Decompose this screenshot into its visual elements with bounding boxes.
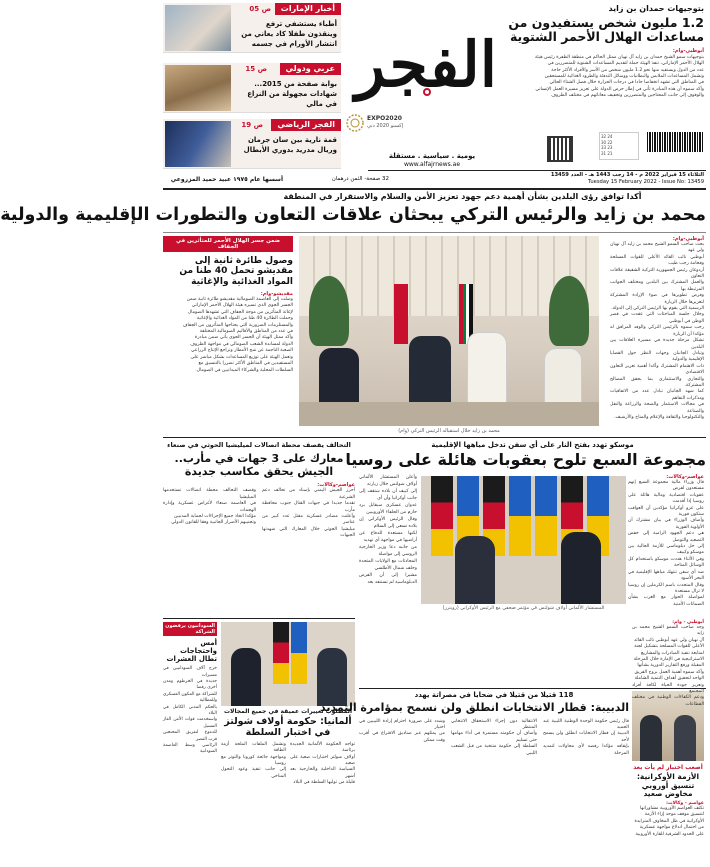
weather-box: 32 24 30 22 33 23 31 21 [599, 132, 639, 160]
teaser-sports[interactable] [163, 119, 341, 169]
sudan-headline[interactable]: أمس واحتجاجات تطال العشرات [166, 639, 217, 664]
left-lead-kicker: ضمن جسر الهلال الأحمر للمتأثرين في الجفاف [163, 236, 293, 252]
libya-body: قال رئيس حكومة الوحدة الوطنية الليبية عبد الحميد الدبيبة إن قطار الانتخابات انطلق ولن يسمح لأحد بإيقافه مؤكدا رفضه لأي محاولات لتمديد المرحلة الانتقالية دون إجراء الاستحقاق الانتخابي المنتظر وأضاف أن حكومته مستمرة في أداء مهامها حتى تسليم السلطة إلى حكومة منتخبة من قبل الشعب الليبي وشدد على ضرورة احترام إرادة الليبيين في اختيار من يمثلهم عبر صناديق الاقتراع في أقرب وقت ممكن [359, 718, 629, 756]
teaser-emirates[interactable] [163, 3, 341, 53]
ukraine-kicker: أصعب اختبار لم يأت بعد [633, 764, 703, 771]
founder: أسسها عام ١٩٧٥ عبيد حميد المزروعي [170, 176, 283, 183]
germany-photo [221, 622, 355, 706]
tagline: يومية . سياسية . مستقلة [388, 152, 476, 160]
top-story-headline[interactable]: 1.2 مليون شخص يستفيدون من مساعدات الهلال الأحمر الشتوية [508, 15, 704, 45]
libya-headline[interactable]: الدبيبة: قطار الانتخابات انطلق ولن نسمح بمؤامرة التمديد [319, 701, 629, 714]
teaser-photo [165, 121, 231, 167]
lead-body: بحث صاحب السمو الشيخ محمد بن زايد آل نهيان ولي عهد أبوظبي نائب القائد الأعلى للقوات المسلحة وفخامة رجب طيب أردوغان رئيس الجمهورية التركية الشقيقة علاقات التعاون والعمل المشترك بين البلدين ومختلف الجوانب المرتبطة بها وفرص تطويرها في ضوء الإرادة المشتركة لتعزيزها خلال الزيارة الرسمية التي يقوم بها الرئيس التركي إلى الدولة. وخلال جلسة المباحثات التي عقدت في قصر الوطن في أبوظبي رحب سموه بالرئيس التركي والوفد المرافق له مؤكدا أن الزيارة تشكل مرحلة جديدة في مسيرة العلاقات بين البلدين وتبادل الجانبان وجهات النظر حول القضايا الإقليمية والدولية ذات الاهتمام المشترك وأكدا أهمية تعزيز التعاون الاقتصادي والتجاري والاستثماري بما يحقق المصالح المشتركة. كما شهد الجانبان تبادل عدد من الاتفاقيات ومذكرات التفاهم في مجالات الاستثمار والصحة والزراعة والنقل والصناعة والتكنولوجيا والثقافة والإعلام والمناخ والأرشيف. [610, 242, 704, 420]
teaser-text: أطباء يستشفي ترفع وينقذون طفلا كاد يعاني من انتشار الأورام في جسمه [241, 20, 337, 48]
teaser-text: قمة نارية بين سان جرمان وريال مدريد بدوري الأبطال [243, 136, 337, 154]
teaser-page: ص 05 [249, 5, 271, 13]
russia-photo [421, 476, 626, 604]
libya-story [319, 691, 629, 859]
houthi-headline[interactable]: معارك على 3 جهات في مأرب.. الجيش يحقق مكاسب جديدة [174, 452, 344, 478]
teaser-arab-world[interactable] [163, 63, 341, 113]
pages-price: 32 صفحة- الثمن درهمان [331, 176, 389, 182]
germany-body: تواجه الحكومة الألمانية الجديدة برئاسة أولاف شولتز اختبارات صعبة على صعيد السياسة الداخلية والخارجية بعد أشهر قليلة من توليها السلطة في البلاد وتشمل الملفات الملحة أزمة الطاقة ومواجهة جائحة كورونا والتوتر مع روسيا إلى جانب تنفيذ وعود التحول المناخي [221, 741, 355, 786]
left-lead-body: وصلت إلى العاصمة الصومالية مقديشو طائرة ثانية ضمن الجسر الجوي الذي تسيره هيئة الهلال الأحمر الإماراتي لإغاثة المتأثرين من موجة الجفاف التي تشهدها الصومال وحملت الطائرة 40 طنا من المواد الغذائية والإغاثية والمستلزمات الضرورية التي يحتاجها المتأثرون من الجفاف في عدد من المناطق والأقاليم الصومالية المختلفة وأكد ممثل الهيئة أن الجسر الجوي يأتي ضمن مبادرة الدولة لمساندة الشعب الصومالي في مواجهة الظروف الصعبة الناجمة عن شح الأمطار وتراجع الإنتاج الزراعي وتعمل الهيئة على توزيع المساعدات بشكل مباشر على المستفيدين في المناطق الأكثر تضررا بالتنسيق مع السلطات المحلية والشركاء الميدانيين في الصومال. [182, 297, 293, 373]
teaser-photo [165, 5, 231, 51]
logo-accent-icon [423, 88, 431, 96]
flag-turkey [394, 284, 408, 344]
russia-dateline: عواصم-وكالات: [666, 474, 704, 480]
plant-icon [549, 276, 589, 346]
ukraine-body: تكثف العواصم الأوروبية مشاوراتها لتنسيق موقف موحد إزاء الأزمة الأوكرانية في ظل المخاوف المتزايدة من احتمال اندلاع مواجهة عسكرية على الحدود الشرقية للقارة الأوروبية [634, 805, 704, 837]
houthi-body: أحرز الجيش اليمني بإسناد من تحالف دعم الشرعية تقدما جديدا في جبهات القتال جنوب محافظة مأرب وأعلنت مصادر عسكرية مقتل عدد كبير من عناصر ميليشيا الحوثي خلال المعارك التي شهدتها الجبهات وقصف التحالف محطة اتصالات تستخدمها الميليشيا في العاصمة صنعاء لأغراض عسكرية وإدارة الهجمات مؤكدا اتخاذ جميع الإجراءات لحماية المدنيين وتجنيبهم الأضرار الجانبية وفقا للقانون الدولي [163, 488, 355, 539]
ukraine-dateline: عواصم - وكالات: [666, 800, 704, 806]
teaser-page: ص 15 [245, 65, 267, 73]
germany-kicker: المطلوب تغييرات عميقة في جميع المجالات [223, 708, 353, 715]
left-lead-headline[interactable]: وصول طائرة ثانية إلى مقديشو تحمل 40 طنا من المواد الغذائية والإغاثية [179, 256, 293, 287]
expo-text-ar: إكسبو 2020 دبي [367, 123, 404, 129]
right-col-body: وجه صاحب السمو الشيخ محمد بن زايد آل نهيان ولي عهد أبوظبي نائب القائد الأعلى للقوات المسلحة بتشكيل لجنة لمتابعة تنفيذ المبادرات والمشاريع الاستراتيجية في الإمارة خلال المرحلة المقبلة ورفع التقارير الدورية بشأنها وأكد سموه أهمية العمل بروح الفريق الواحد لتحقيق أهداف التنمية الشاملة وتعزيز جودة الحياة لكافة أفراد المجتمع ودعم الكفاءات الوطنية في مختلف القطاعات [632, 625, 704, 707]
germany-headline[interactable]: ألمانيا: حكومة أولاف شولتز في اختبار السلطة [224, 716, 352, 738]
lead-dateline: أبوظبي-وام: [672, 236, 704, 242]
russia-caption: المستشار الألماني أولاف شولتس في مؤتمر صحفي مع الرئيس الأوكراني (رويترز) [442, 606, 605, 611]
russia-body-left: وأعلن المستشار الألماني أولاف شولتس خلال زيارته إلى كييف أن بلاده ستقف إلى جانب أوكرانيا وأن أي عدوان عسكري سيقابل برد حازم من الحلفاء الأوروبيين وقال الرئيس الأوكراني إن بلاده تسعى إلى السلام لكنها مستعدة للدفاع عن أراضيها في مواجهة أي تهديد من جانبه دعا وزير الخارجية الروسي إلى مواصلة المحادثات مع الولايات المتحدة وحلف شمال الأطلسي مشيرا إلى أن الفرص الدبلوماسية لم تستنفد بعد [359, 475, 417, 585]
logo [355, 0, 497, 150]
right-col-dateline: أبوظبي - وام: [672, 620, 704, 625]
teaser-photo [165, 65, 231, 111]
date-arabic: الثلاثاء 15 فبراير 2022 م - 14 رجب 1443 هـ - العدد 13459 [550, 172, 704, 178]
russia-body: قال وزراء مالية مجموعة السبع إنهم مستعدون لفرض عقوبات اقتصادية ومالية هائلة على روسيا إذا أقدمت على غزو أوكرانيا مؤكدين أن العواقب ستكون فورية وأضاف الوزراء في بيان مشترك أن الأولوية الفورية هي دعم الجهود الرامية إلى خفض التصعيد والتوصل إلى حل دبلوماسي للأزمة الحالية بين موسكو وكييف وفي الأثناء هددت موسكو باستخدام كل الوسائل المتاحة ضد أي سفن تنتهك مياهها الإقليمية في البحر الأسود وقال المتحدث باسم الكرملين إن روسيا لا تزال مستعدة لمواصلة الحوار مع الغرب بشأن الضمانات الأمنية [628, 480, 704, 607]
lead-body-col [610, 236, 704, 432]
lead-headline[interactable]: محمد بن زايد والرئيس التركي يبحثان علاقات التعاون والتطورات الإقليمية والدولية [0, 205, 706, 225]
top-story-body: بتوجيهات سمو الشيخ حمدان بن زايد آل نهيان ممثل الحاكم في منطقة الظفرة رئيس هيئة الهلال الأحمر الإماراتي، تنفذ الهيئة حملة لتقديم المساعدات الشتوية للمتضررين في عدد من الدول ويستفيد منها نحو 1.2 مليون شخص من الأسر والأفراد الأكثر حاجة وتشمل المساعدات الملابس والبطانيات ووسائل التدفئة والطرود الغذائية للمستحقين في المناطق التي تشهد انخفاضا حادا في درجات الحرارة خلال فصل الشتاء الحالي وأكد سموه أن هذه المبادرة تأتي في إطار حرص الدولة على تعزيز مسيرة العمل الإنساني والوقوف إلى جانب المحتاجين والمتضررين وتخفيف معاناتهم في مختلف الظروف [534, 54, 704, 99]
ukraine-bottom-story [632, 691, 704, 842]
russia-body-left-col [359, 474, 417, 674]
barcode [647, 132, 703, 152]
teaser-label: الفجر الرياضي [271, 119, 341, 131]
houthi-kicker: التحالف يقصف محطة اتصالات لميليشيا الحوثي في صنعاء [167, 441, 351, 449]
top-story [504, 4, 704, 105]
teaser-text: بوابة صفحة من 2015... شهادات مجهولة من النزاع في مالي [247, 80, 337, 108]
masthead [159, 0, 710, 186]
sudan-kicker: السودانيون يرفضون الشراكة [163, 622, 217, 636]
expo-text: EXPO2020 [367, 115, 402, 122]
top-story-kicker: بتوجيهات حمدان بن زايد [608, 4, 704, 13]
logo-text: الفجر [355, 28, 497, 101]
houthi-dateline: عواصم-وكالات: [317, 482, 355, 489]
houthi-story [163, 441, 355, 588]
teaser-page: ص 19 [241, 121, 263, 129]
russia-body-right [628, 474, 704, 620]
website[interactable]: www.alfajrnews.ae [403, 161, 461, 168]
teaser-label: أخبار الإمارات [275, 3, 341, 15]
left-lead-dateline: مقديشو-وام: [260, 291, 293, 298]
teaser-label: عربي ودولي [280, 63, 341, 75]
ukraine-headline[interactable]: الأزمة الأوكرانية: تنسيق أوروبي مخاوض صعيد [636, 772, 700, 799]
germany-story [221, 708, 355, 852]
libya-kicker: 118 قتيلا من قتيلا في ضحايا في مصراتة يهدد [414, 691, 574, 699]
lead-kicker: أكدا توافق رؤى البلدين بشأن أهمية دعم جهود تعزيز الأمن والسلام والاستقرار في المنطقة [283, 192, 642, 201]
left-lead [163, 236, 293, 407]
right-col-story [632, 620, 704, 707]
lead-photo [299, 236, 599, 426]
sudan-story [163, 622, 217, 806]
date-english: Tuesday 15 February 2022 - Issue No: 13459 [587, 179, 704, 185]
russia-kicker: موسكو تهدد بفتح النار على أي سفن تدخل مياهها الإقليمية [431, 441, 634, 449]
plant-icon [309, 276, 349, 346]
russia-headline[interactable]: مجموعة السبع تلوح بعقوبات هائلة على روسيا [345, 450, 706, 469]
top-story-dateline: أبوظبي-وام: [672, 47, 704, 54]
lead-caption: محمد بن زايد خلال استقباله الرئيس التركي (وام) [398, 428, 500, 434]
sudan-body: خرج آلاف السودانيين في مسيرات جديدة في الخرطوم ومدن أخرى رفضا للشراكة مع المكون العسكري وللمطالبة بالحكم المدني الكامل في البلاد واستخدمت قوات الأمن الغاز المسيل للدموع لتفريق المحتجين قرب القصر الرئاسي وسط العاصمة السودانية [163, 666, 217, 755]
qr-code [547, 136, 573, 162]
